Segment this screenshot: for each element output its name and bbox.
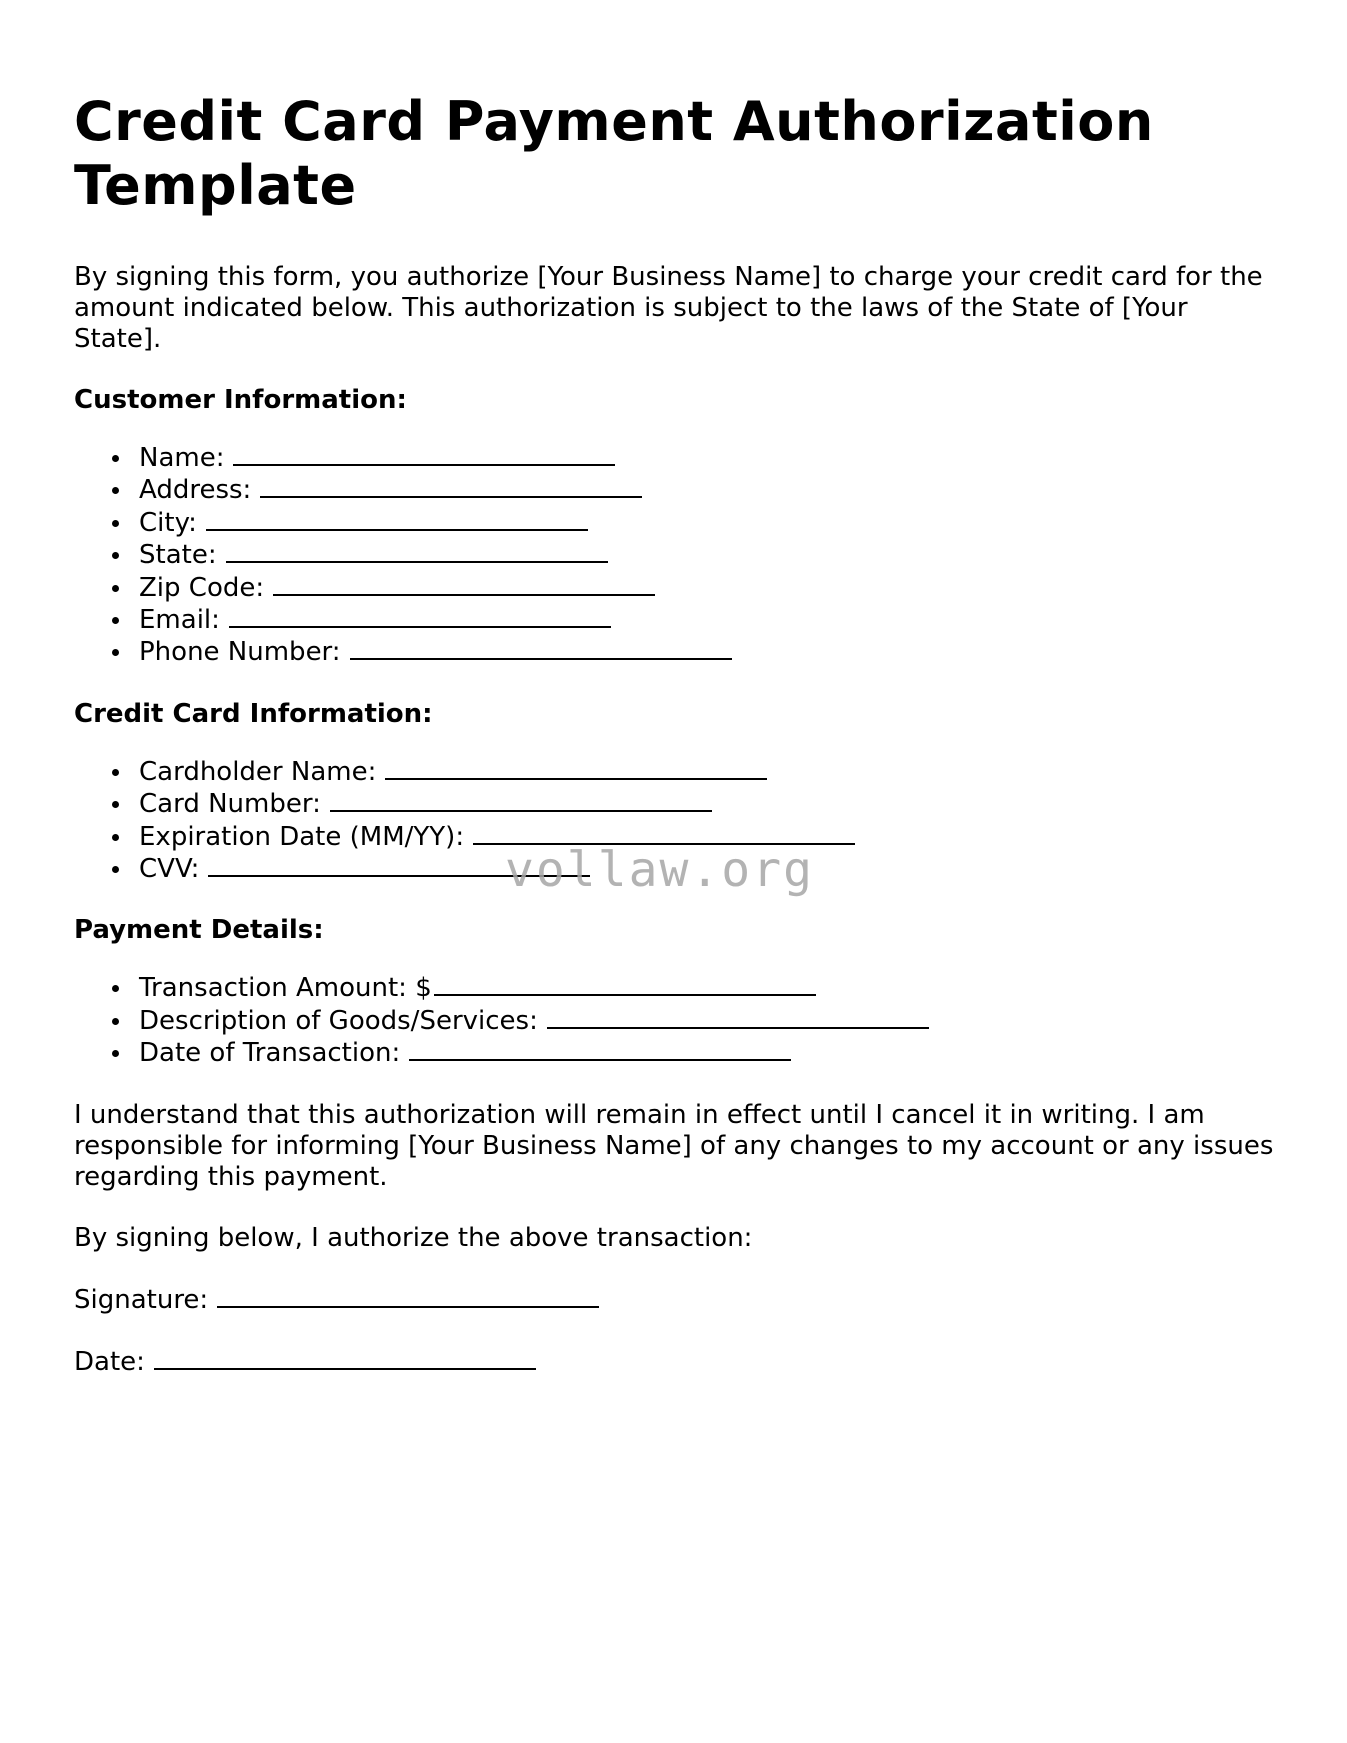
field-label: Transaction Amount: $ — [139, 973, 432, 1004]
field-cardholder-name — [139, 756, 1274, 788]
field-label: Card Number: — [139, 789, 321, 820]
understanding-paragraph: I understand that this authorization will remain in effect until I cancel it in writing. I am responsible for informing [Your Business Name] of any changes to my account or any issues regarding this payment. — [74, 1099, 1274, 1192]
signature-label: Signature: — [74, 1284, 209, 1315]
blank-line — [226, 539, 608, 563]
payment-details-heading: Payment Details: — [74, 915, 324, 946]
blank-line — [233, 442, 615, 466]
field-city — [139, 507, 1274, 539]
document-page — [74, 90, 1274, 1378]
signature-line — [74, 1284, 1274, 1316]
blank-line — [547, 1005, 929, 1029]
blank-line — [350, 636, 732, 660]
field-label: Phone Number: — [139, 637, 341, 668]
intro-paragraph: By signing this form, you authorize [Your Business Name] to charge your credit card for the amount indicated below. This authorization is subject to the laws of the State of [Your State]. — [74, 262, 1263, 354]
blank-line — [217, 1284, 599, 1308]
card-info-heading: Credit Card Information: — [74, 698, 433, 729]
field-label: Description of Goods/Services: — [139, 1005, 538, 1036]
blank-line — [434, 972, 816, 996]
field-label: Expiration Date (MM/YY): — [139, 821, 465, 852]
field-label: Date of Transaction: — [139, 1038, 401, 1069]
field-label: Zip Code: — [139, 572, 265, 603]
watermark-text: vollaw.org — [505, 842, 814, 898]
payment-details-list — [74, 972, 1274, 1069]
customer-info-heading: Customer Information: — [74, 385, 407, 415]
field-label: Address: — [139, 475, 252, 506]
field-label: Cardholder Name: — [139, 756, 377, 787]
blank-line — [273, 572, 655, 596]
field-state — [139, 539, 1274, 571]
date-line — [74, 1346, 1274, 1378]
field-name — [139, 442, 1274, 474]
field-transaction-amount — [139, 972, 1274, 1004]
field-card-number — [139, 788, 1274, 820]
field-label: City: — [139, 507, 197, 538]
field-email — [139, 604, 1274, 636]
blank-line — [385, 756, 767, 780]
field-label: Name: — [139, 443, 225, 473]
field-zip-code — [139, 572, 1274, 604]
blank-line — [330, 788, 712, 812]
document-title: Credit Card Payment Authorization Template — [74, 90, 1154, 217]
field-date-of-transaction — [139, 1037, 1274, 1069]
blank-line — [409, 1037, 791, 1061]
field-label: CVV: — [139, 854, 200, 885]
blank-line — [229, 604, 611, 628]
blank-line — [154, 1346, 536, 1370]
signing-statement: By signing below, I authorize the above transaction: — [74, 1222, 753, 1253]
field-label: Email: — [139, 605, 220, 636]
date-label: Date: — [74, 1346, 145, 1377]
field-phone-number — [139, 636, 1274, 668]
field-description — [139, 1005, 1274, 1037]
blank-line — [206, 507, 588, 531]
field-label: State: — [139, 540, 217, 571]
customer-info-list — [74, 442, 1274, 669]
blank-line — [260, 474, 642, 498]
field-address — [139, 474, 1274, 506]
